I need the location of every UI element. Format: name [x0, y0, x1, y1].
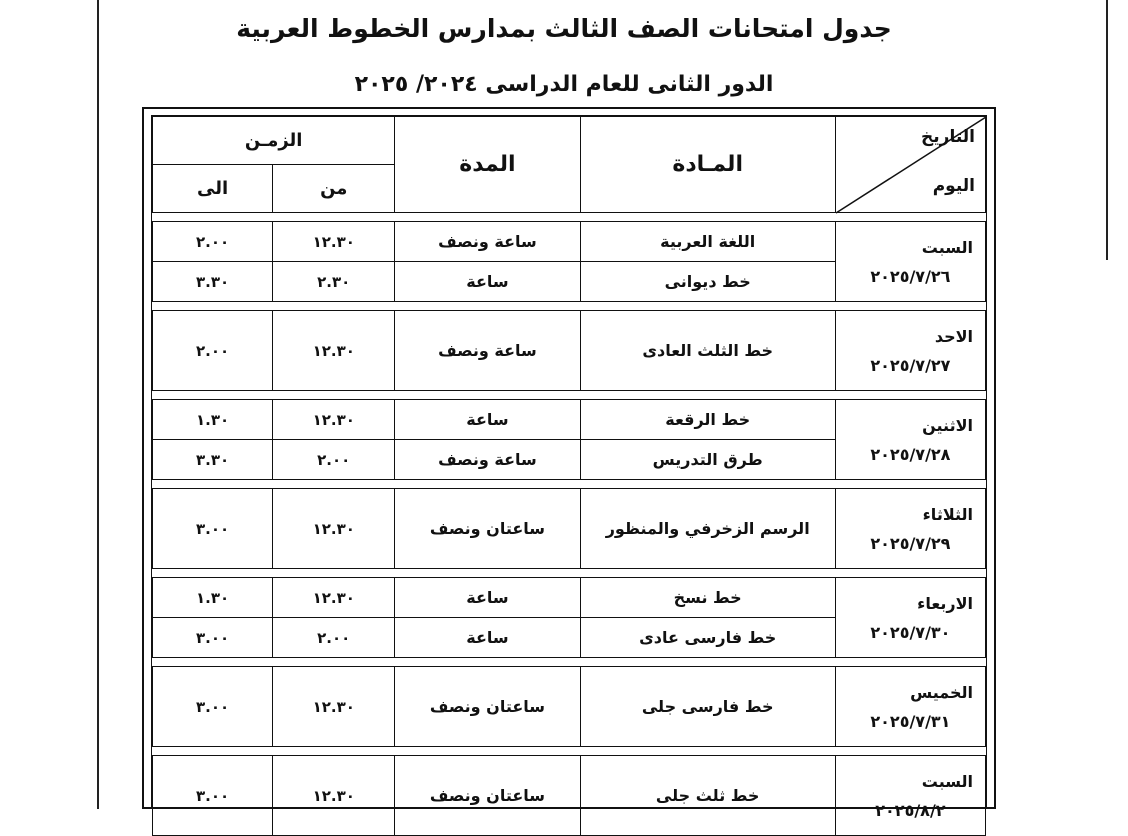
exam-subject: الرسم الزخرفي والمنظور [580, 489, 835, 569]
day-cell [835, 311, 985, 391]
exam-schedule-inner [151, 115, 987, 820]
day-separator [153, 391, 986, 400]
exam-time-from: ١٢.٣٠ [273, 311, 395, 391]
day-separator [153, 480, 986, 489]
exam-time-from: ١٢.٣٠ [273, 222, 395, 262]
exam-time-to: ٣.٣٠ [153, 262, 273, 302]
exam-time-from: ١٢.٣٠ [273, 489, 395, 569]
day-separator [153, 302, 986, 311]
exam-duration: ساعتان ونصف [395, 756, 580, 836]
day-cell [835, 222, 985, 302]
day-name: الاحد [934, 326, 973, 346]
header-to: الى [153, 165, 273, 213]
day-separator [153, 658, 986, 667]
exam-time-from: ١٢.٣٠ [273, 756, 395, 836]
day-separator [153, 213, 986, 222]
day-name: الاربعاء [917, 593, 973, 613]
exam-duration: ساعة ونصف [395, 311, 580, 391]
page-title: جدول امتحانات الصف الثالث بمدارس الخطوط العربية [236, 14, 892, 43]
header-duration: المدة [395, 117, 580, 213]
day-date: ٢٠٢٥/٧/٢٦ [870, 266, 951, 286]
exam-row [153, 667, 986, 747]
exam-row [153, 578, 986, 618]
day-name: السبت [921, 771, 973, 791]
header-date: التاريخ [921, 127, 975, 147]
exam-time-from: ١٢.٣٠ [273, 400, 395, 440]
day-date: ٢٠٢٥/٧/٣١ [870, 711, 951, 731]
exam-schedule-body [153, 213, 986, 836]
day-date: ٢٠٢٥/٨/٢ [875, 800, 946, 820]
exam-time-to: ١.٣٠ [153, 578, 273, 618]
exam-row [153, 222, 986, 262]
exam-schedule-table [152, 116, 986, 836]
day-separator-cell [153, 658, 986, 667]
exam-duration: ساعة ونصف [395, 440, 580, 480]
exam-time-to: ٣.٠٠ [153, 489, 273, 569]
day-separator-cell [153, 213, 986, 222]
exam-subject: خط فارسى جلى [580, 667, 835, 747]
exam-duration: ساعة [395, 578, 580, 618]
exam-subject: خط ثلث جلى [580, 756, 835, 836]
day-separator-cell [153, 480, 986, 489]
exam-time-from: ٢.٠٠ [273, 440, 395, 480]
exam-duration: ساعة [395, 262, 580, 302]
day-date: ٢٠٢٥/٧/٢٧ [870, 355, 951, 375]
page-border-left [97, 0, 99, 809]
exam-row [153, 756, 986, 836]
day-name: السبت [921, 237, 973, 257]
exam-time-from: ٢.٣٠ [273, 262, 395, 302]
day-separator [153, 569, 986, 578]
exam-duration: ساعتان ونصف [395, 489, 580, 569]
day-separator-cell [153, 569, 986, 578]
day-separator-cell [153, 391, 986, 400]
day-separator [153, 747, 986, 756]
exam-subject: خط الثلث العادى [580, 311, 835, 391]
day-date: ٢٠٢٥/٧/٢٨ [870, 444, 951, 464]
day-cell [835, 489, 985, 569]
exam-subject: خط ديوانى [580, 262, 835, 302]
day-cell [835, 578, 985, 658]
exam-time-from: ٢.٠٠ [273, 618, 395, 658]
day-name: الاثنين [922, 415, 973, 435]
day-cell [835, 667, 985, 747]
day-name: الثلاثاء [922, 504, 973, 524]
exam-row [153, 489, 986, 569]
exam-duration: ساعة [395, 618, 580, 658]
exam-time-from: ١٢.٣٠ [273, 667, 395, 747]
exam-duration: ساعتان ونصف [395, 667, 580, 747]
exam-time-to: ١.٣٠ [153, 400, 273, 440]
exam-time-to: ٢.٠٠ [153, 311, 273, 391]
exam-subject: خط الرقعة [580, 400, 835, 440]
exam-time-to: ٣.٠٠ [153, 756, 273, 836]
day-separator-cell [153, 747, 986, 756]
header-day: اليوم [932, 176, 975, 196]
day-date: ٢٠٢٥/٧/٢٩ [870, 533, 951, 553]
header-from: من [273, 165, 395, 213]
exam-time-from: ١٢.٣٠ [273, 578, 395, 618]
day-separator-cell [153, 302, 986, 311]
exam-time-to: ٣.٠٠ [153, 667, 273, 747]
day-name: الخميس [910, 682, 973, 702]
exam-subject: خط فارسى عادى [580, 618, 835, 658]
exam-duration: ساعة [395, 400, 580, 440]
exam-time-to: ٣.٠٠ [153, 618, 273, 658]
header-time: الزمـن [153, 117, 395, 165]
exam-subject: اللغة العربية [580, 222, 835, 262]
exam-subject: خط نسخ [580, 578, 835, 618]
day-date: ٢٠٢٥/٧/٣٠ [870, 622, 951, 642]
exam-row [153, 400, 986, 440]
exam-subject: طرق التدريس [580, 440, 835, 480]
header-subject: المـادة [580, 117, 835, 213]
page-subtitle: الدور الثانى للعام الدراسى ٢٠٢٤/ ٢٠٢٥ [354, 72, 774, 97]
exam-time-to: ٣.٣٠ [153, 440, 273, 480]
exam-schedule-frame [142, 107, 996, 820]
exam-row [153, 311, 986, 391]
header-date-day-cell [835, 117, 985, 213]
day-cell [835, 400, 985, 480]
exam-time-to: ٢.٠٠ [153, 222, 273, 262]
day-cell [835, 756, 985, 836]
exam-duration: ساعة ونصف [395, 222, 580, 262]
